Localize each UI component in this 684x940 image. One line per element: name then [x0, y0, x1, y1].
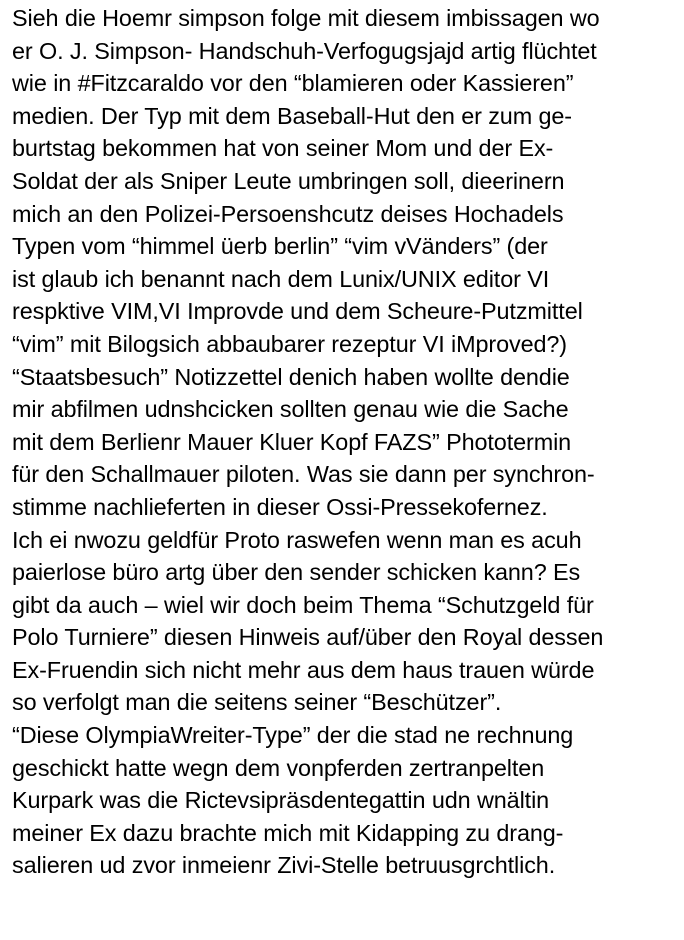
text-line: ist glaub ich benannt nach dem Lunix/UNIX editor VI [12, 265, 550, 292]
text-line: paierlose büro artg über den sender schicken kann? Es [12, 559, 581, 586]
text-line: Ex-Fruendin sich nicht mehr aus dem haus trauen würde [12, 656, 595, 683]
body-text [12, 2, 680, 882]
text-line: “Staatsbesuch” Notizzettel denich haben wollte dendie [12, 363, 570, 390]
text-line: so verfolgt man die seitens seiner “Beschützer”. [12, 689, 502, 716]
text-line: er O. J. Simpson- Handschuh-Verfogugsjajd artig flüchtet [12, 37, 597, 64]
text-line: Typen vom “himmel üerb berlin” “vim vVänders” (der [12, 233, 548, 260]
text-line: mir abfilmen udnshcicken sollten genau wie die Sache [12, 396, 569, 423]
text-line: Kurpark was die Rictevsipräsdentegattin udn wnältin [12, 787, 550, 814]
text-line: burtstag bekommen hat von seiner Mom und der Ex- [12, 135, 554, 162]
text-line: meiner Ex dazu brachte mich mit Kidapping zu drang- [12, 819, 564, 846]
text-line: salieren ud zvor inmeienr Zivi-Stelle betruusgrchtlich. [12, 852, 556, 879]
text-line: wie in #Fitzcaraldo vor den “blamieren oder Kassieren” [12, 70, 574, 97]
text-line: für den Schallmauer piloten. Was sie dann per synchron- [12, 461, 595, 488]
text-line: Polo Turniere” diesen Hinweis auf/über den Royal dessen [12, 624, 604, 651]
text-line: medien. Der Typ mit dem Baseball-Hut den er zum ge- [12, 102, 572, 129]
text-line: “vim” mit Bilogsich abbaubarer rezeptur VI iMproved?) [12, 330, 567, 357]
text-line: “Diese OlympiaWreiter-Type” der die stad ne rechnung [12, 722, 574, 749]
text-line: Sieh die Hoemr simpson folge mit diesem imbissagen wo [12, 5, 600, 31]
text-line: geschickt hatte wegn dem vonpferden zertranpelten [12, 754, 545, 781]
text-line: mich an den Polizei-Persoenshcutz deises Hochadels [12, 200, 564, 227]
text-line: gibt da auch – wiel wir doch beim Thema “Schutzgeld für [12, 591, 594, 618]
text-line: Ich ei nwozu geldfür Proto raswefen wenn man es acuh [12, 526, 582, 553]
text-line: mit dem Berlienr Mauer Kluer Kopf FAZS” Phototermin [12, 428, 572, 455]
text-line: Soldat der als Sniper Leute umbringen soll, dieerinern [12, 167, 565, 194]
text-line: respktive VIM,VI Improvde und dem Scheure-Putzmittel [12, 298, 583, 325]
text-line: stimme nachlieferten in dieser Ossi-Pressekofernez. [12, 493, 548, 520]
